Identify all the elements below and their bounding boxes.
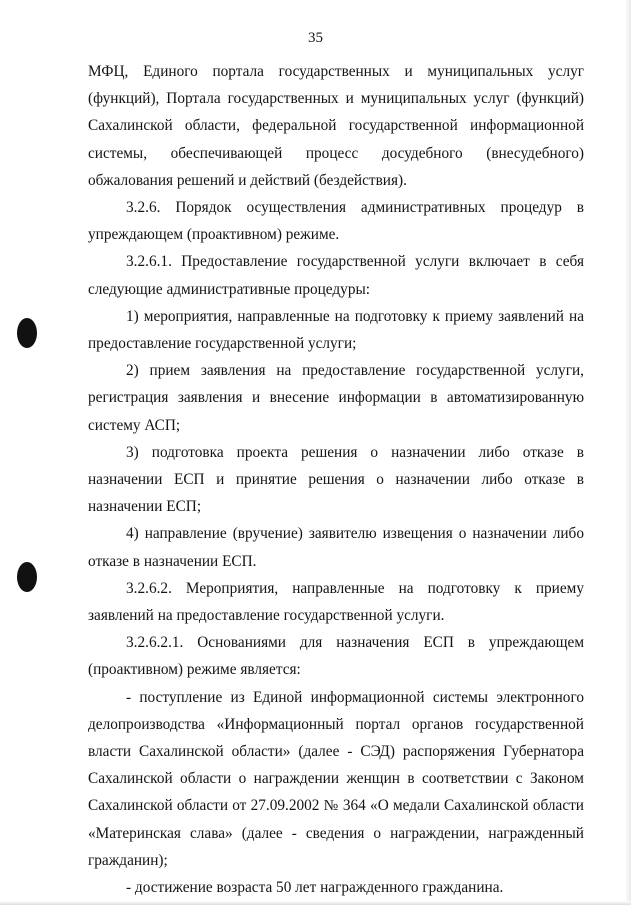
page-number: 35 bbox=[308, 30, 323, 46]
scan-edge-shadow bbox=[625, 0, 631, 905]
paragraph-section-3-2-6-1: 3.2.6.1. Предоставление государственной услуги включает в себя следующие административные процедуры: bbox=[88, 253, 584, 298]
list-item-2: 2) прием заявления на предоставление государственной услуги, регистрация заявления и внесение информации в автоматизированную систему АСП; bbox=[88, 362, 584, 434]
paragraph-section-3-2-6-2: 3.2.6.2. Мероприятия, направленные на подготовку к приему заявлений на предоставление государственной услуги. bbox=[88, 579, 584, 625]
binder-hole-mark bbox=[17, 562, 37, 592]
list-item-1: 1) мероприятия, направленные на подготовку к приему заявлений на предоставление государственной услуги; bbox=[88, 307, 584, 353]
scan-bottom-shadow bbox=[0, 901, 631, 905]
binder-hole-mark bbox=[17, 318, 37, 348]
bullet-item-sed: - поступление из Единой информационной системы электронного делопроизводства «Информационный портал органов государственной власти Сахалинской области» (далее - СЭД) распоряжения Губернатора Сахалинской области о награждении женщин в соответствии с Законом Сахалинской области от 27.09.2002 № 364 «О медали Сахалинской области «Материнская слава» (далее - сведения о награждении, награжденный гражданин); bbox=[88, 688, 584, 869]
bullet-item-age: - достижение возраста 50 лет награжденного гражданина. bbox=[126, 879, 504, 897]
paragraph-section-3-2-6: 3.2.6. Порядок осуществления административных процедур в упреждающем (проактивном) режиме. bbox=[88, 199, 584, 244]
list-item-4: 4) направление (вручение) заявителю извещения о назначении либо отказе в назначении ЕСП. bbox=[88, 525, 584, 570]
document-body bbox=[88, 58, 584, 901]
list-item-3: 3) подготовка проекта решения о назначении либо отказе в назначении ЕСП и принятие решения о назначении либо отказе в назначении ЕСП; bbox=[88, 443, 584, 516]
paragraph-section-3-2-6-2-1: 3.2.6.2.1. Основаниями для назначения ЕСП в упреждающем (проактивном) режиме является: bbox=[88, 634, 584, 679]
paragraph-continuation: МФЦ, Единого портала государственных и муниципальных услуг (функций), Портала государственных и муниципальных услуг (функций) Сахалинской области, федеральной государственной информационной системы, обеспечивающей процесс досудебного (внесудебного) обжалования решений и действий (бездействия). bbox=[88, 63, 584, 189]
